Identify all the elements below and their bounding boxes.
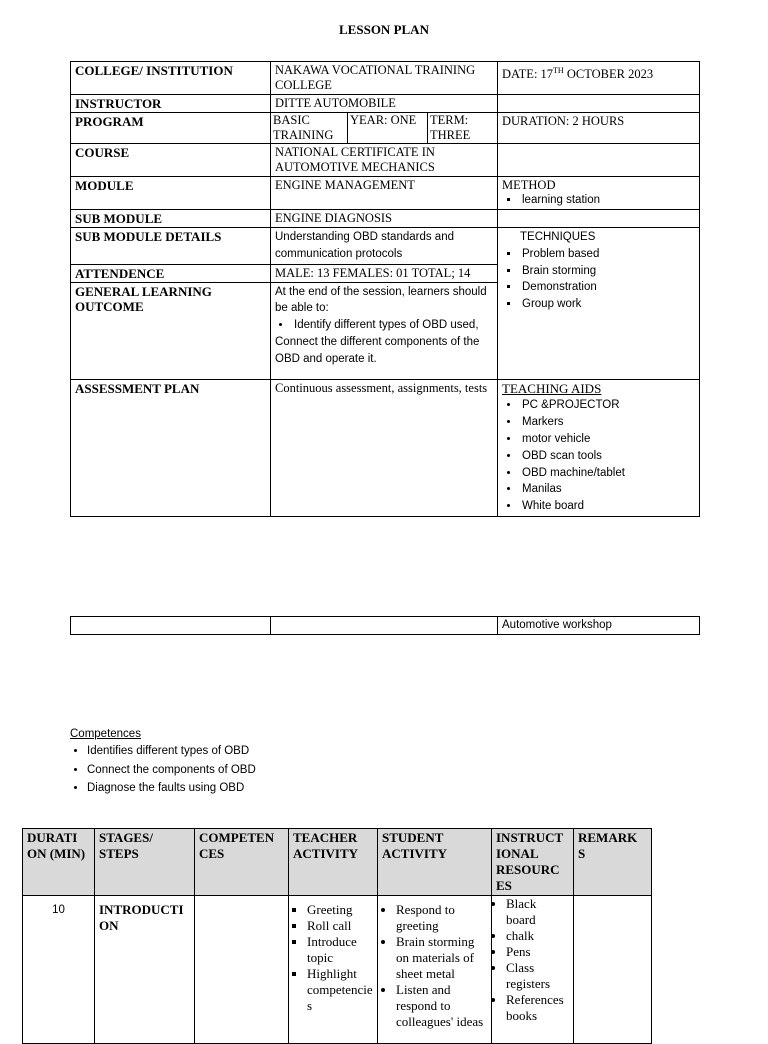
competence-item: • Identifies different types of OBD <box>87 742 256 761</box>
competence-item: • Diagnose the faults using OBD <box>87 779 256 798</box>
steps-header-row <box>23 829 652 896</box>
teaching-aid-item: • OBD scan tools <box>520 448 695 465</box>
list-item: • Class registers <box>506 960 569 992</box>
teaching-aids-list <box>502 397 695 515</box>
list-item: ▪ Greeting <box>307 902 373 918</box>
list-item: ▪ Roll call <box>307 918 373 934</box>
outcome-label: GENERAL LEARNING OUTCOME <box>71 282 271 379</box>
program-inner <box>271 113 497 143</box>
program-cell <box>271 113 498 144</box>
submodule-value: ENGINE DIAGNOSIS <box>271 210 498 228</box>
header-stages: STAGES/ STEPS <box>95 829 195 896</box>
technique-item: ▪ Brain storming <box>520 263 695 280</box>
assessment-value: Continuous assessment, assignments, tests <box>271 379 498 516</box>
row-student-activity <box>378 896 492 1044</box>
list-item: • Pens <box>506 944 569 960</box>
duration: DURATION: 2 HOURS <box>498 113 700 144</box>
header-competences: COMPETEN CES <box>195 829 289 896</box>
details-value: Understanding OBD standards and communication protocols <box>271 228 498 265</box>
list-item: • Brain storming on materials of sheet metal <box>396 934 487 982</box>
details-label: SUB MODULE DETAILS <box>71 228 271 265</box>
header-student-activity: STUDENT ACTIVITY <box>378 829 492 896</box>
teaching-aid-item: • Manilas <box>520 481 695 498</box>
program-row <box>71 113 700 144</box>
techniques-cell <box>498 228 700 380</box>
teaching-aids-label: TEACHING AIDS <box>502 380 602 396</box>
module-label: MODULE <box>71 177 271 210</box>
header-teacher-activity: TEACHER ACTIVITY <box>289 829 378 896</box>
course-value: NATIONAL CERTIFICATE IN AUTOMOTIVE MECHANICS <box>271 144 498 177</box>
teaching-aid-item: • Markers <box>520 414 695 431</box>
technique-item: ▪ Group work <box>520 296 695 313</box>
row-competences <box>195 896 289 1044</box>
table-row <box>23 896 652 1044</box>
row-teacher-activity <box>289 896 378 1044</box>
workshop-row-table <box>70 616 700 635</box>
course-label: COURSE <box>71 144 271 177</box>
college-label: COLLEGE/ INSTITUTION <box>71 62 271 95</box>
extra-cell-1 <box>71 617 271 635</box>
lesson-plan-table <box>70 61 700 517</box>
method-label: METHOD <box>502 178 556 192</box>
row-duration: 10 <box>23 896 95 1044</box>
technique-item: ▪ Problem based <box>520 246 695 263</box>
program-label: PROGRAM <box>71 113 271 144</box>
competence-item: • Connect the components of OBD <box>87 761 256 780</box>
date-suffix: OCTOBER 2023 <box>563 67 654 82</box>
college-row <box>71 62 700 95</box>
submodule-empty <box>498 210 700 228</box>
techniques-label: TECHNIQUES <box>520 231 596 243</box>
date-prefix: DATE: 17 <box>502 67 554 82</box>
year-value: YEAR: ONE <box>348 113 428 143</box>
assessment-row <box>71 379 700 516</box>
submodule-label: SUB MODULE <box>71 210 271 228</box>
method-cell <box>498 177 700 210</box>
teaching-aids-cell <box>498 379 700 516</box>
list-item: ▪ Introduce topic <box>307 934 373 966</box>
outcome-item: • Identify different types of OBD used, <box>292 317 493 334</box>
course-row <box>71 144 700 177</box>
resources-list <box>496 896 569 1024</box>
outcome-cell <box>271 282 498 379</box>
module-value: ENGINE MANAGEMENT <box>271 177 498 210</box>
row-resources <box>492 896 574 1044</box>
module-row <box>71 177 700 210</box>
competences-heading: Competences <box>70 728 141 740</box>
program-value: BASIC TRAINING <box>273 113 334 142</box>
row-stage: INTRODUCTI ON <box>95 896 195 1044</box>
workshop-cell: Automotive workshop <box>498 617 700 635</box>
header-duration: DURATI ON (MIN) <box>23 829 95 896</box>
row-remarks <box>574 896 652 1044</box>
assessment-label: ASSESSMENT PLAN <box>71 379 271 516</box>
details-row <box>71 228 700 265</box>
list-item: • References books <box>506 992 569 1024</box>
header-resources: INSTRUCT IONAL RESOURC ES <box>492 829 574 896</box>
term-value: TERM: THREE <box>428 113 498 143</box>
outcome-tail: Connect the different components of the OBD and operate it. <box>275 335 480 365</box>
teacher-activity-list <box>293 902 373 1014</box>
student-activity-list <box>382 902 487 1030</box>
attendance-value: MALE: 13 FEMALES: 01 TOTAL; 14 <box>271 264 498 282</box>
lesson-steps-table <box>22 828 652 1044</box>
list-item: • Black board <box>506 896 569 928</box>
instructor-value: DITTE AUTOMOBILE <box>271 95 498 113</box>
submodule-row <box>71 210 700 228</box>
list-item: • chalk <box>506 928 569 944</box>
date-sup: TH <box>553 66 564 75</box>
teaching-aid-item: • motor vehicle <box>520 431 695 448</box>
technique-item: ▪ Demonstration <box>520 279 695 296</box>
teaching-aid-item: • White board <box>520 498 695 515</box>
competences-section <box>70 728 256 798</box>
attendance-label: ATTENDENCE <box>71 264 271 282</box>
teaching-aid-item: • PC &PROJECTOR <box>520 397 695 414</box>
instructor-row <box>71 95 700 113</box>
extra-cell-2 <box>271 617 498 635</box>
outcome-intro: At the end of the session, learners should be able to: <box>275 285 487 315</box>
list-item: • Listen and respond to colleagues' ideas <box>396 982 487 1030</box>
method-item: ▪ learning station <box>520 193 695 208</box>
instructor-label: INSTRUCTOR <box>71 95 271 113</box>
date-cell <box>498 62 700 95</box>
document-title: LESSON PLAN <box>339 22 429 37</box>
competences-list <box>70 742 256 798</box>
teaching-aid-item: • OBD machine/tablet <box>520 465 695 482</box>
list-item: ▪ Highlight competencie s <box>307 966 373 1014</box>
header-remarks: REMARK S <box>574 829 652 896</box>
college-value: NAKAWA VOCATIONAL TRAINING COLLEGE <box>271 62 498 95</box>
method-list <box>502 193 695 208</box>
instructor-empty <box>498 95 700 113</box>
list-item: • Respond to greeting <box>396 902 487 934</box>
outcome-list <box>275 317 493 334</box>
course-empty <box>498 144 700 177</box>
techniques-list <box>502 246 695 313</box>
